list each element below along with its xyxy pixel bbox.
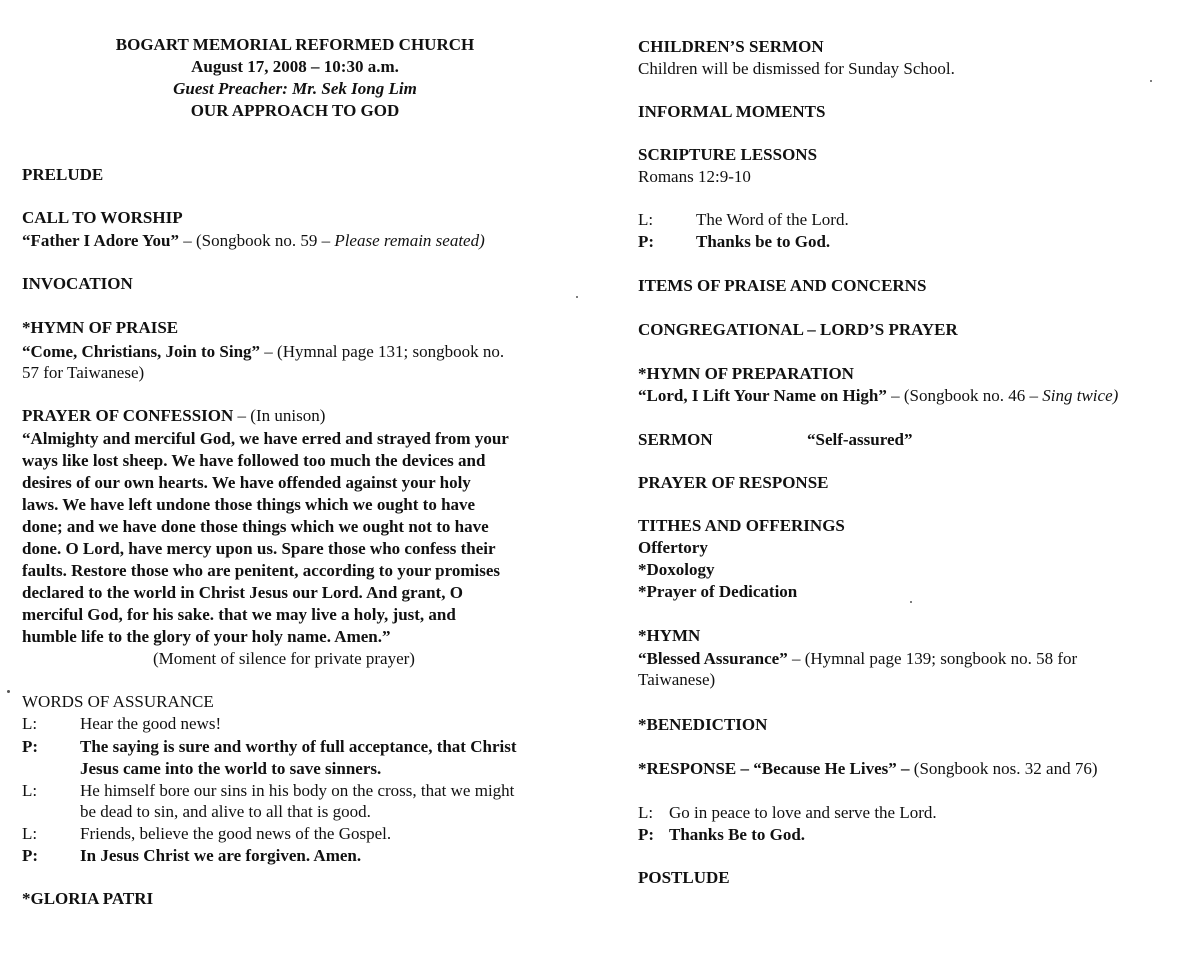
doxology-item: *Doxology <box>638 560 715 579</box>
confession-line: done; and we have done those things which we ought not to have <box>22 517 489 536</box>
assurance-row <box>22 845 361 867</box>
hymn-of-praise-song: “Come, Christians, Join to Sing” <box>22 342 261 361</box>
call-to-worship-heading: CALL TO WORSHIP <box>22 208 183 227</box>
confession-note: – (In unison) <box>233 406 326 425</box>
confession-line: merciful God, for his sake. that we may live a holy, just, and <box>22 605 456 624</box>
prayer-of-dedication-item: *Prayer of Dedication <box>638 582 798 601</box>
prayer-of-response-heading: PRAYER OF RESPONSE <box>638 473 829 492</box>
leader-label: L: <box>22 824 38 843</box>
call-to-worship-line <box>22 230 485 252</box>
call-to-worship-ref: – (Songbook no. 59 – <box>178 231 335 250</box>
hymn-heading: *HYMN <box>638 626 701 645</box>
scan-speck <box>576 296 578 298</box>
hymn-of-preparation-song: “Lord, I Lift Your Name on High” <box>638 386 887 405</box>
confession-line: faults. Restore those who are penitent, according to your promises <box>22 561 501 580</box>
assurance-text: Hear the good news! <box>80 714 222 733</box>
confession-line: desires of our own hearts. We have offended against your holy <box>22 473 471 492</box>
scan-speck <box>7 690 10 693</box>
hymn-of-praise-ref: – (Hymnal page 131; songbook no. <box>260 342 505 361</box>
scan-speck <box>910 601 912 603</box>
service-theme: OUR APPROACH TO GOD <box>190 101 400 120</box>
leader-label: L: <box>638 803 654 822</box>
confession-line: done. O Lord, have mercy upon us. Spare those who confess their <box>22 539 496 558</box>
prelude-heading: PRELUDE <box>22 165 104 184</box>
scan-speck <box>1150 80 1152 82</box>
invocation-heading: INVOCATION <box>22 274 133 293</box>
assurance-row <box>22 758 381 780</box>
dismissal-people-text: Thanks Be to God. <box>669 825 806 844</box>
childrens-sermon-text: Children will be dismissed for Sunday School. <box>638 59 955 78</box>
informal-moments-heading: INFORMAL MOMENTS <box>638 102 826 121</box>
assurance-text: be dead to sin, and alive to all that is good. <box>80 802 371 821</box>
service-date: August 17, 2008 – 10:30 a.m. <box>191 57 399 76</box>
dismissal-people-row <box>638 824 805 846</box>
response-heading: *RESPONSE – “Because He Lives” – <box>638 759 910 778</box>
sermon-title: “Self-assured” <box>807 430 913 449</box>
confession-heading: PRAYER OF CONFESSION <box>22 406 234 425</box>
hymn-of-praise-ref-cont: 57 for Taiwanese) <box>22 363 145 382</box>
silence-note: (Moment of silence for private prayer) <box>153 649 415 668</box>
assurance-row <box>22 736 517 758</box>
confession-line: “Almighty and merciful God, we have erred and strayed from your <box>22 429 509 448</box>
hymn-of-preparation-line <box>638 385 1118 407</box>
leader-label: L: <box>22 781 38 800</box>
lords-prayer-heading: CONGREGATIONAL – LORD’S PRAYER <box>638 320 958 339</box>
assurance-heading: WORDS OF ASSURANCE <box>22 692 214 711</box>
leader-label: L: <box>638 210 654 229</box>
assurance-text: He himself bore our sins in his body on the cross, that we might <box>80 781 515 800</box>
people-label: P: <box>638 825 655 844</box>
response-line <box>638 758 1098 780</box>
assurance-text: Friends, believe the good news of the Gospel. <box>80 824 392 843</box>
hymn-song: “Blessed Assurance” <box>638 649 788 668</box>
hymn-ref-cont: Taiwanese) <box>638 670 716 689</box>
response-ref: (Songbook nos. 32 and 76) <box>909 759 1098 778</box>
church-name: BOGART MEMORIAL REFORMED CHURCH <box>115 35 475 54</box>
scripture-heading: SCRIPTURE LESSONS <box>638 145 818 164</box>
leader-label: L: <box>22 714 38 733</box>
people-label: P: <box>22 846 39 865</box>
confession-line: ways like lost sheep. We have followed too much the devices and <box>22 451 486 470</box>
sermon-heading: SERMON <box>638 430 713 449</box>
hymn-of-preparation-ref: – (Songbook no. 46 – <box>886 386 1043 405</box>
confession-line: humble life to the glory of your holy name. Amen.” <box>22 627 391 646</box>
assurance-row <box>22 780 514 802</box>
confession-line: laws. We have left undone those things which we ought to have <box>22 495 476 514</box>
confession-line: declared to the world in Christ Jesus our Lord. And grant, O <box>22 583 463 602</box>
confession-heading-line <box>22 405 325 427</box>
assurance-text: In Jesus Christ we are forgiven. Amen. <box>80 846 362 865</box>
hymn-of-preparation-heading: *HYMN OF PREPARATION <box>638 364 854 383</box>
people-label: P: <box>22 737 39 756</box>
benediction-heading: *BENEDICTION <box>638 715 768 734</box>
call-to-worship-song: “Father I Adore You” <box>22 231 179 250</box>
assurance-text: Jesus came into the world to save sinners. <box>80 759 382 778</box>
assurance-row <box>22 823 391 845</box>
gloria-patri-heading: *GLORIA PATRI <box>22 889 154 908</box>
people-label: P: <box>638 232 655 251</box>
guest-preacher: Guest Preacher: Mr. Sek Iong Lim <box>173 79 417 98</box>
scripture-reference: Romans 12:9-10 <box>638 167 751 186</box>
assurance-row <box>22 801 371 823</box>
call-to-worship-note: Please remain seated) <box>334 231 485 250</box>
scripture-people-row <box>638 231 830 253</box>
hymn-line <box>638 648 1077 670</box>
hymn-of-praise-heading: *HYMN OF PRAISE <box>22 318 179 337</box>
scripture-leader-row <box>638 209 849 231</box>
scripture-leader-text: The Word of the Lord. <box>696 210 849 229</box>
offertory-item: Offertory <box>638 538 708 557</box>
items-of-praise-heading: ITEMS OF PRAISE AND CONCERNS <box>638 276 927 295</box>
assurance-text: The saying is sure and worthy of full acceptance, that Christ <box>80 737 517 756</box>
hymn-of-praise-line <box>22 341 504 363</box>
hymn-of-preparation-note: Sing twice) <box>1042 386 1119 405</box>
childrens-sermon-heading: CHILDREN’S SERMON <box>638 37 824 56</box>
tithes-heading: TITHES AND OFFERINGS <box>638 516 845 535</box>
dismissal-leader-text: Go in peace to love and serve the Lord. <box>669 803 937 822</box>
scripture-people-text: Thanks be to God. <box>696 232 831 251</box>
assurance-row <box>22 713 221 735</box>
postlude-heading: POSTLUDE <box>638 868 730 887</box>
dismissal-leader-row <box>638 802 937 824</box>
hymn-ref: – (Hymnal page 139; songbook no. 58 for <box>787 649 1078 668</box>
